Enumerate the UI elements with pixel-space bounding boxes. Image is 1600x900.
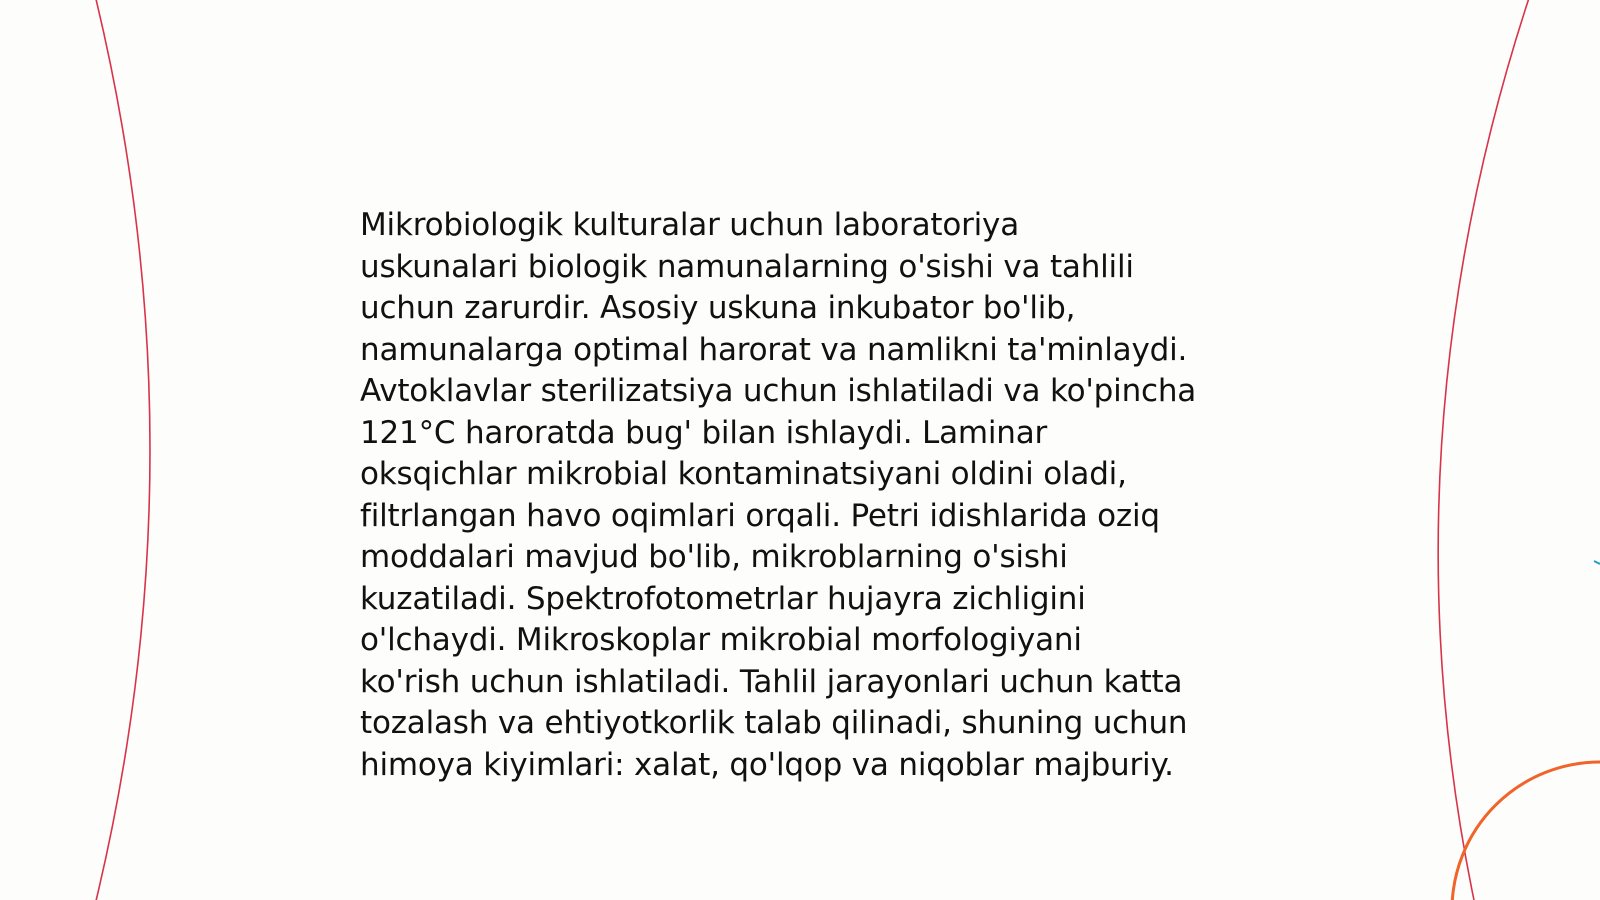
paragraph-line: tozalash va ehtiyotkorlik talab qilinadi, shuning uchun: [360, 705, 1188, 741]
paragraph-line: kuzatiladi. Spektrofotometrlar hujayra zichligini: [360, 580, 1086, 617]
paragraph-line: o'lchaydi. Mikroskoplar mikrobial morfologiyani: [360, 622, 1082, 658]
paragraph-line: Avtoklavlar sterilizatsiya uchun ishlatiladi va ko'pincha: [360, 373, 1197, 409]
teal-accent-mark: [1594, 561, 1600, 564]
paragraph-line: filtrlangan havo oqimlari orqali. Petri idishlarida oziq: [360, 497, 1160, 534]
paragraph-line: namunalarga optimal harorat va namlikni ta'minlaydi.: [360, 331, 1188, 368]
paragraph-line: himoya kiyimlari: xalat, qo'lqop va niqoblar majburiy.: [360, 746, 1174, 783]
paragraph-line: uskunalari biologik namunalarning o'sishi va tahlili: [360, 248, 1134, 285]
paragraph-line: ko'rish uchun ishlatiladi. Tahlil jarayonlari uchun katta: [360, 663, 1183, 700]
paragraph-line: 121°C haroratda bug' bilan ishlaydi. Laminar: [360, 414, 1048, 451]
body-paragraph: [360, 205, 1260, 786]
paragraph-line: Mikrobiologik kulturalar uchun laboratoriya: [360, 207, 1019, 243]
paragraph-line: uchun zarurdir. Asosiy uskuna inkubator bo'lib,: [360, 290, 1076, 326]
left-red-curve: [95, 0, 150, 900]
right-red-curve: [1438, 0, 1530, 900]
paragraph-line: oksqichlar mikrobial kontaminatsiyani oldini oladi,: [360, 456, 1127, 492]
orange-arc: [1452, 762, 1600, 900]
paragraph-line: moddalari mavjud bo'lib, mikroblarning o'sishi: [360, 539, 1068, 575]
